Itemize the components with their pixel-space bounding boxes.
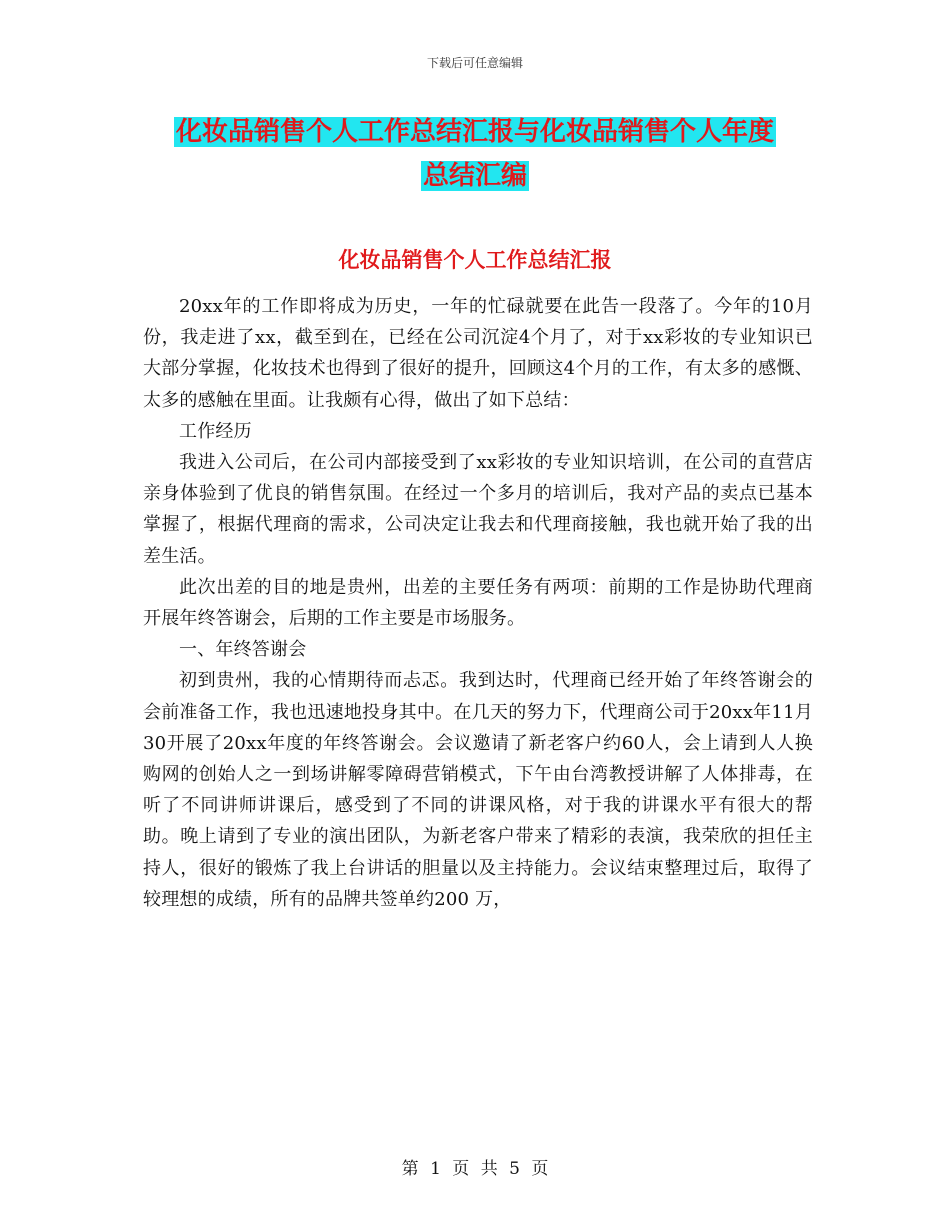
- page-number-footer: 第 1 页 共 5 页: [401, 1159, 549, 1179]
- paragraph-training: 我进入公司后，在公司内部接受到了xx彩妆的专业知识培训，在公司的直营店亲身体验到了优良的销售氛围。在经过一个多月的培训后，我对产品的卖点已基本掌握了，根据代理商的需求，公司决定让我去和代理商接触，我也就开始了我的出差生活。: [143, 452, 813, 567]
- header-note: 下载后可任意编辑: [426, 56, 523, 70]
- paragraph-heading-annual-meeting: 一、年终答谢会: [179, 639, 307, 661]
- document-title-line-1: 化妆品销售个人工作总结汇报与化妆品销售个人年度: [175, 117, 774, 147]
- paragraph-business-trip: 此次出差的目的地是贵州，出差的主要任务有两项：前期的工作是协助代理商开展年终答谢会，后期的工作主要是市场服务。: [143, 576, 813, 630]
- document-title-line-2: 总结汇编: [422, 161, 527, 191]
- section-title: 化妆品销售个人工作总结汇报: [338, 248, 612, 272]
- document-body: [143, 291, 813, 915]
- paragraph-heading-work-experience: 工作经历: [179, 420, 252, 442]
- paragraph-intro: 20xx年的工作即将成为历史，一年的忙碌就要在此告一段落了。今年的10月份，我走进了xx，截至到在，已经在公司沉淀4个月了，对于xx彩妆的专业知识已大部分掌握，化妆技术也得到了很好的提升，回顾这4个月的工作，有太多的感慨、太多的感触在里面。让我颇有心得，做出了如下总结：: [143, 296, 813, 411]
- paragraph-annual-meeting: 初到贵州，我的心情期待而忐忑。我到达时，代理商已经开始了年终答谢会的会前准备工作，我也迅速地投身其中。在几天的努力下，代理商公司于20xx年11月30开展了20xx年度的年终答谢会。会议邀请了新老客户约60人，会上请到人人换购网的创始人之一到场讲解零障碍营销模式，下午由台湾教授讲解了人体排毒，在听了不同讲师讲课后，感受到了不同的讲课风格，对于我的讲课水平有很大的帮助。晚上请到了专业的演出团队，为新老客户带来了精彩的表演，我荣欣的担任主持人，很好的锻炼了我上台讲话的胆量以及主持能力。会议结束整理过后，取得了较理想的成绩，所有的品牌共签单约200 万，: [143, 670, 813, 910]
- document-title: [150, 110, 800, 198]
